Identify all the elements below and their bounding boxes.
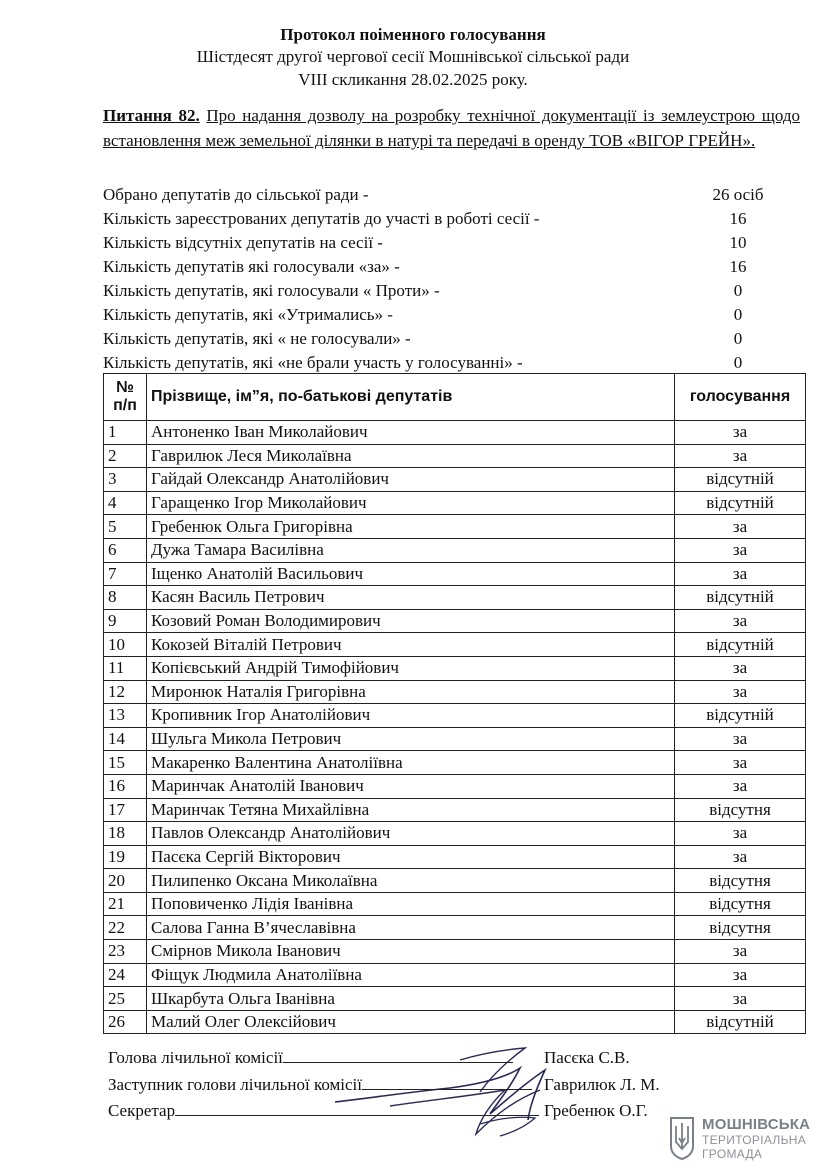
deputy-name: Павлов Олександр Анатолійович xyxy=(147,822,675,846)
row-number: 11 xyxy=(104,656,147,680)
deputy-name: Іщенко Анатолій Васильович xyxy=(147,562,675,586)
deputy-name: Дужа Тамара Василівна xyxy=(147,538,675,562)
stat-value: 16 xyxy=(729,209,747,228)
stat-value: 26 осіб xyxy=(712,185,764,204)
deputy-name: Копієвський Андрій Тимофійович xyxy=(147,656,675,680)
table-row xyxy=(104,515,806,539)
stat-row xyxy=(103,255,800,279)
vote-result: за xyxy=(675,656,806,680)
table-row xyxy=(104,491,806,515)
vote-result: за xyxy=(675,987,806,1011)
row-number: 9 xyxy=(104,609,147,633)
vote-result: відсутній xyxy=(675,586,806,610)
vote-result: за xyxy=(675,751,806,775)
trident-icon xyxy=(668,1116,696,1160)
vote-result: за xyxy=(675,515,806,539)
vote-result: за xyxy=(675,680,806,704)
protocol-title: Протокол поіменного голосування xyxy=(280,25,546,44)
logo-line-3: ГРОМАДА xyxy=(702,1147,763,1161)
deputy-name: Гаращенко Ігор Миколайович xyxy=(147,491,675,515)
community-logo xyxy=(668,1114,818,1164)
deputy-name: Пилипенко Оксана Миколаївна xyxy=(147,869,675,893)
stat-label: Кількість депутатів, які «Утримались» - xyxy=(103,305,393,324)
table-row xyxy=(104,656,806,680)
table-row xyxy=(104,586,806,610)
column-header-vote: голосування xyxy=(675,374,806,421)
vote-result: за xyxy=(675,727,806,751)
signature-line xyxy=(175,1101,539,1116)
signature-row-chair xyxy=(108,1047,630,1069)
deputy-name: Козовий Роман Володимирович xyxy=(147,609,675,633)
row-number: 20 xyxy=(104,869,147,893)
table-row xyxy=(104,987,806,1011)
vote-result: відсутній xyxy=(675,1010,806,1034)
deputy-name: Шкарбута Ольга Іванівна xyxy=(147,987,675,1011)
signature-role: Голова лічильної комісії xyxy=(108,1048,283,1067)
deputy-name: Макаренко Валентина Анатоліївна xyxy=(147,751,675,775)
row-number: 19 xyxy=(104,845,147,869)
row-number: 17 xyxy=(104,798,147,822)
vote-result: за xyxy=(675,822,806,846)
row-number: 23 xyxy=(104,940,147,964)
session-subtitle: Шістдесят другої чергової сесії Мошнівської сільської ради xyxy=(196,47,630,66)
signature-name: Пасєка С.В. xyxy=(544,1048,630,1067)
stat-row xyxy=(103,279,800,303)
deputy-name: Антоненко Іван Миколайович xyxy=(147,421,675,445)
stat-row xyxy=(103,303,800,327)
table-row xyxy=(104,963,806,987)
stat-label: Кількість депутатів які голосували «за» - xyxy=(103,257,400,276)
signature-role: Заступник голови лічильної комісії xyxy=(108,1075,363,1094)
row-number: 18 xyxy=(104,822,147,846)
stat-label: Кількість зареєстрованих депутатів до участі в роботі сесії - xyxy=(103,209,540,228)
table-row xyxy=(104,444,806,468)
table-row xyxy=(104,562,806,586)
deputy-name: Касян Василь Петрович xyxy=(147,586,675,610)
row-number: 14 xyxy=(104,727,147,751)
table-row xyxy=(104,609,806,633)
table-row xyxy=(104,774,806,798)
deputy-name: Шульга Микола Петрович xyxy=(147,727,675,751)
vote-result: за xyxy=(675,609,806,633)
table-body xyxy=(104,421,806,1034)
deputy-name: Гребенюк Ольга Григорівна xyxy=(147,515,675,539)
signature-name: Гаврилюк Л. М. xyxy=(544,1075,660,1094)
signature-line xyxy=(283,1048,513,1063)
vote-result: за xyxy=(675,444,806,468)
table-row xyxy=(104,633,806,657)
stat-value: 0 xyxy=(733,329,743,348)
row-number: 13 xyxy=(104,704,147,728)
column-header-name: Прізвище, ім”я, по-батькові депутатів xyxy=(147,374,675,421)
logo-line-2: ТЕРИТОРІАЛЬНА xyxy=(702,1133,807,1147)
question-number: Питання 82. xyxy=(103,106,200,125)
table-row xyxy=(104,798,806,822)
row-number: 4 xyxy=(104,491,147,515)
deputy-name: Малий Олег Олексійович xyxy=(147,1010,675,1034)
vote-result: за xyxy=(675,940,806,964)
vote-result: відсутня xyxy=(675,892,806,916)
column-header-number: № п/п xyxy=(104,374,147,421)
row-number: 5 xyxy=(104,515,147,539)
stat-label: Кількість депутатів, які голосували « Проти» - xyxy=(103,281,440,300)
row-number: 12 xyxy=(104,680,147,704)
row-number: 7 xyxy=(104,562,147,586)
stat-value: 0 xyxy=(733,305,743,324)
deputy-name: Гаврилюк Леся Миколаївна xyxy=(147,444,675,468)
row-number: 22 xyxy=(104,916,147,940)
signature-name: Гребенюк О.Г. xyxy=(544,1101,648,1120)
vote-result: відсутній xyxy=(675,704,806,728)
roll-call-table xyxy=(103,373,806,1034)
stat-label: Кількість відсутніх депутатів на сесії - xyxy=(103,233,383,252)
table-row xyxy=(104,704,806,728)
deputy-name: Салова Ганна В’ячеславівна xyxy=(147,916,675,940)
vote-result: відсутній xyxy=(675,491,806,515)
deputy-name: Маринчак Анатолій Іванович xyxy=(147,774,675,798)
row-number: 16 xyxy=(104,774,147,798)
table-row xyxy=(104,421,806,445)
vote-result: за xyxy=(675,963,806,987)
deputy-name: Миронюк Наталія Григорівна xyxy=(147,680,675,704)
deputy-name: Гайдай Олександр Анатолійович xyxy=(147,468,675,492)
deputy-name: Пасєка Сергій Вікторович xyxy=(147,845,675,869)
stat-value: 0 xyxy=(733,353,743,372)
vote-result: відсутня xyxy=(675,798,806,822)
table-row xyxy=(104,940,806,964)
vote-result: за xyxy=(675,562,806,586)
signature-row-deputy-chair xyxy=(108,1074,660,1096)
question-text: Про надання дозволу на розробку технічної документації із землеустрою щодо встановлення меж земельної ділянки в натурі та передачі в оренду ТОВ «ВІГОР ГРЕЙН». xyxy=(103,106,800,150)
deputy-name: Фіщук Людмила Анатоліївна xyxy=(147,963,675,987)
vote-result: за xyxy=(675,845,806,869)
stat-label: Кількість депутатів, які « не голосували» - xyxy=(103,329,411,348)
deputy-name: Поповиченко Лідія Іванівна xyxy=(147,892,675,916)
table-row xyxy=(104,869,806,893)
table-row xyxy=(104,1010,806,1034)
logo-line-1: МОШНІВСЬКА xyxy=(702,1116,811,1133)
deputy-name: Кокозей Віталій Петрович xyxy=(147,633,675,657)
vote-result: відсутня xyxy=(675,916,806,940)
vote-result: відсутня xyxy=(675,869,806,893)
row-number: 21 xyxy=(104,892,147,916)
stat-label: Обрано депутатів до сільської ради - xyxy=(103,185,369,204)
stat-row xyxy=(103,327,800,351)
stat-value: 10 xyxy=(729,233,747,252)
vote-result: за xyxy=(675,538,806,562)
table-row xyxy=(104,822,806,846)
signature-row-secretary xyxy=(108,1100,648,1122)
table-row xyxy=(104,538,806,562)
vote-result: відсутній xyxy=(675,633,806,657)
stat-label: Кількість депутатів, які «не брали участь у голосуванні» - xyxy=(103,353,523,372)
stat-value: 0 xyxy=(733,281,743,300)
table-row xyxy=(104,751,806,775)
vote-result: за xyxy=(675,774,806,798)
stat-row xyxy=(103,351,800,375)
vote-statistics xyxy=(103,183,800,375)
row-number: 26 xyxy=(104,1010,147,1034)
table-row xyxy=(104,892,806,916)
row-number: 8 xyxy=(104,586,147,610)
row-number: 10 xyxy=(104,633,147,657)
table-header-row xyxy=(104,374,806,421)
vote-result: за xyxy=(675,421,806,445)
question-block xyxy=(103,103,800,153)
signature-role: Секретар xyxy=(108,1101,176,1120)
table-row xyxy=(104,468,806,492)
vote-result: відсутній xyxy=(675,468,806,492)
stat-row xyxy=(103,183,800,207)
row-number: 24 xyxy=(104,963,147,987)
deputy-name: Маринчак Тетяна Михайлівна xyxy=(147,798,675,822)
deputy-name: Кропивник Ігор Анатолійович xyxy=(147,704,675,728)
row-number: 25 xyxy=(104,987,147,1011)
table-row xyxy=(104,916,806,940)
row-number: 3 xyxy=(104,468,147,492)
row-number: 6 xyxy=(104,538,147,562)
stat-row xyxy=(103,207,800,231)
deputy-name: Смірнов Микола Іванович xyxy=(147,940,675,964)
row-number: 1 xyxy=(104,421,147,445)
row-number: 2 xyxy=(104,444,147,468)
row-number: 15 xyxy=(104,751,147,775)
table-row xyxy=(104,727,806,751)
stat-value: 16 xyxy=(729,257,747,276)
table-row xyxy=(104,845,806,869)
stat-row xyxy=(103,231,800,255)
table-row xyxy=(104,680,806,704)
convocation-date: VIII скликання 28.02.2025 року. xyxy=(298,70,528,89)
signature-line xyxy=(362,1075,532,1090)
